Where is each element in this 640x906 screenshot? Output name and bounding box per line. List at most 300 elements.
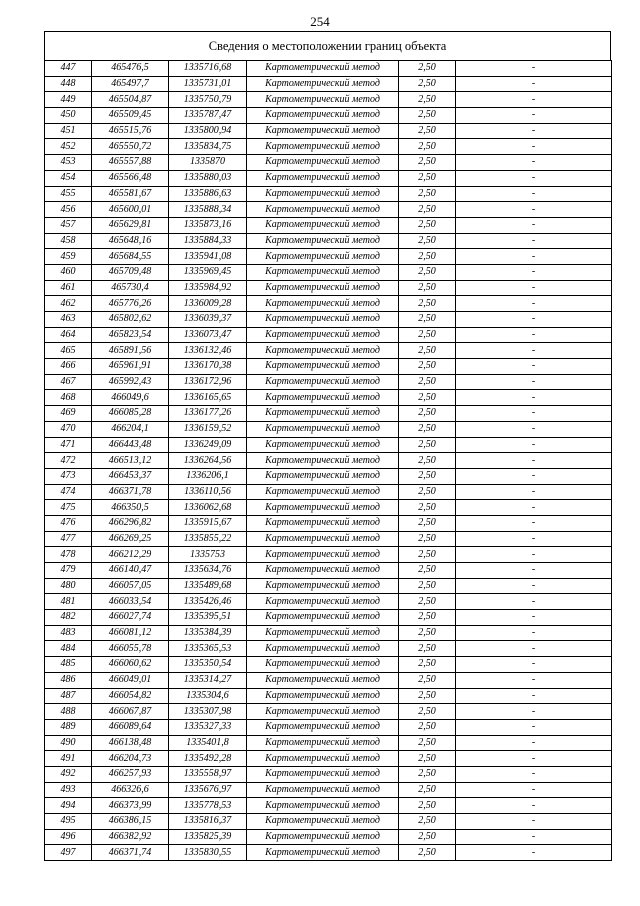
cell-coord-y: 1335489,68 bbox=[169, 578, 247, 594]
table-row bbox=[45, 547, 612, 563]
cell-description: - bbox=[456, 437, 612, 453]
cell-coord-x: 465557,88 bbox=[92, 155, 169, 171]
cell-coord-x: 466269,25 bbox=[92, 531, 169, 547]
cell-description: - bbox=[456, 610, 612, 626]
table-row bbox=[45, 672, 612, 688]
cell-coord-x: 466382,92 bbox=[92, 829, 169, 845]
cell-accuracy: 2,50 bbox=[399, 327, 456, 343]
cell-method: Картометрический метод bbox=[247, 202, 399, 218]
table-row bbox=[45, 500, 612, 516]
cell-accuracy: 2,50 bbox=[399, 594, 456, 610]
cell-coord-y: 1335830,55 bbox=[169, 845, 247, 861]
cell-description: - bbox=[456, 92, 612, 108]
cell-coord-y: 1335778,53 bbox=[169, 798, 247, 814]
cell-description: - bbox=[456, 563, 612, 579]
cell-coord-x: 466140,47 bbox=[92, 563, 169, 579]
cell-point-number: 462 bbox=[45, 296, 92, 312]
table-row bbox=[45, 735, 612, 751]
table-row bbox=[45, 170, 612, 186]
table-row bbox=[45, 312, 612, 328]
cell-coord-x: 466350,5 bbox=[92, 500, 169, 516]
cell-accuracy: 2,50 bbox=[399, 766, 456, 782]
table-row bbox=[45, 594, 612, 610]
table-row bbox=[45, 798, 612, 814]
cell-accuracy: 2,50 bbox=[399, 610, 456, 626]
cell-coord-x: 466081,12 bbox=[92, 625, 169, 641]
cell-accuracy: 2,50 bbox=[399, 437, 456, 453]
cell-accuracy: 2,50 bbox=[399, 249, 456, 265]
cell-accuracy: 2,50 bbox=[399, 406, 456, 422]
cell-point-number: 492 bbox=[45, 766, 92, 782]
cell-point-number: 482 bbox=[45, 610, 92, 626]
cell-point-number: 453 bbox=[45, 155, 92, 171]
cell-method: Картометрический метод bbox=[247, 798, 399, 814]
cell-accuracy: 2,50 bbox=[399, 798, 456, 814]
table-row bbox=[45, 453, 612, 469]
cell-accuracy: 2,50 bbox=[399, 186, 456, 202]
table-row bbox=[45, 437, 612, 453]
cell-method: Картометрический метод bbox=[247, 484, 399, 500]
cell-coord-x: 465581,67 bbox=[92, 186, 169, 202]
cell-method: Картометрический метод bbox=[247, 625, 399, 641]
cell-description: - bbox=[456, 594, 612, 610]
table-row bbox=[45, 108, 612, 124]
cell-accuracy: 2,50 bbox=[399, 688, 456, 704]
cell-accuracy: 2,50 bbox=[399, 108, 456, 124]
cell-coord-x: 466326,6 bbox=[92, 782, 169, 798]
cell-coord-y: 1335787,47 bbox=[169, 108, 247, 124]
cell-method: Картометрический метод bbox=[247, 343, 399, 359]
cell-description: - bbox=[456, 468, 612, 484]
cell-accuracy: 2,50 bbox=[399, 421, 456, 437]
cell-coord-y: 1335676,97 bbox=[169, 782, 247, 798]
cell-accuracy: 2,50 bbox=[399, 625, 456, 641]
cell-coord-y: 1336177,26 bbox=[169, 406, 247, 422]
table-row bbox=[45, 76, 612, 92]
table-row bbox=[45, 233, 612, 249]
cell-description: - bbox=[456, 704, 612, 720]
cell-coord-y: 1335492,28 bbox=[169, 751, 247, 767]
cell-accuracy: 2,50 bbox=[399, 531, 456, 547]
table-row bbox=[45, 61, 612, 77]
cell-point-number: 467 bbox=[45, 374, 92, 390]
cell-method: Картометрический метод bbox=[247, 374, 399, 390]
cell-coord-x: 466089,64 bbox=[92, 719, 169, 735]
cell-point-number: 493 bbox=[45, 782, 92, 798]
cell-coord-x: 466212,29 bbox=[92, 547, 169, 563]
table-row bbox=[45, 625, 612, 641]
cell-coord-x: 465509,45 bbox=[92, 108, 169, 124]
cell-accuracy: 2,50 bbox=[399, 515, 456, 531]
cell-coord-x: 465629,81 bbox=[92, 217, 169, 233]
cell-coord-y: 1335634,76 bbox=[169, 563, 247, 579]
cell-accuracy: 2,50 bbox=[399, 61, 456, 77]
cell-coord-y: 1335855,22 bbox=[169, 531, 247, 547]
cell-coord-x: 465823,54 bbox=[92, 327, 169, 343]
cell-accuracy: 2,50 bbox=[399, 578, 456, 594]
cell-description: - bbox=[456, 406, 612, 422]
cell-accuracy: 2,50 bbox=[399, 76, 456, 92]
table-row bbox=[45, 421, 612, 437]
cell-method: Картометрический метод bbox=[247, 657, 399, 673]
cell-coord-x: 466033,54 bbox=[92, 594, 169, 610]
cell-accuracy: 2,50 bbox=[399, 845, 456, 861]
cell-coord-y: 1336249,09 bbox=[169, 437, 247, 453]
table-row bbox=[45, 704, 612, 720]
cell-coord-x: 465497,7 bbox=[92, 76, 169, 92]
table-row bbox=[45, 563, 612, 579]
cell-coord-y: 1335915,67 bbox=[169, 515, 247, 531]
cell-accuracy: 2,50 bbox=[399, 359, 456, 375]
cell-coord-y: 1335941,08 bbox=[169, 249, 247, 265]
cell-coord-x: 466027,74 bbox=[92, 610, 169, 626]
cell-coord-y: 1336264,56 bbox=[169, 453, 247, 469]
cell-coord-y: 1335884,33 bbox=[169, 233, 247, 249]
cell-coord-y: 1335750,79 bbox=[169, 92, 247, 108]
table-row bbox=[45, 641, 612, 657]
table-row bbox=[45, 217, 612, 233]
cell-coord-x: 466054,82 bbox=[92, 688, 169, 704]
cell-accuracy: 2,50 bbox=[399, 500, 456, 516]
cell-description: - bbox=[456, 123, 612, 139]
cell-accuracy: 2,50 bbox=[399, 374, 456, 390]
cell-coord-y: 1335753 bbox=[169, 547, 247, 563]
cell-coord-x: 466085,28 bbox=[92, 406, 169, 422]
cell-coord-x: 465961,91 bbox=[92, 359, 169, 375]
cell-method: Картометрический метод bbox=[247, 437, 399, 453]
cell-method: Картометрический метод bbox=[247, 453, 399, 469]
cell-coord-y: 1336159,52 bbox=[169, 421, 247, 437]
cell-description: - bbox=[456, 202, 612, 218]
cell-coord-y: 1336110,56 bbox=[169, 484, 247, 500]
cell-method: Картометрический метод bbox=[247, 264, 399, 280]
cell-method: Картометрический метод bbox=[247, 814, 399, 830]
table-row bbox=[45, 343, 612, 359]
cell-accuracy: 2,50 bbox=[399, 814, 456, 830]
table-row bbox=[45, 657, 612, 673]
cell-description: - bbox=[456, 719, 612, 735]
boundary-table-frame bbox=[44, 31, 611, 861]
cell-coord-x: 466296,82 bbox=[92, 515, 169, 531]
cell-coord-x: 465684,55 bbox=[92, 249, 169, 265]
cell-method: Картометрический метод bbox=[247, 217, 399, 233]
table-row bbox=[45, 468, 612, 484]
cell-accuracy: 2,50 bbox=[399, 657, 456, 673]
cell-description: - bbox=[456, 359, 612, 375]
cell-coord-y: 1335870 bbox=[169, 155, 247, 171]
cell-method: Картометрический метод bbox=[247, 735, 399, 751]
cell-coord-y: 1335365,53 bbox=[169, 641, 247, 657]
table-row bbox=[45, 280, 612, 296]
cell-coord-x: 466373,99 bbox=[92, 798, 169, 814]
cell-accuracy: 2,50 bbox=[399, 280, 456, 296]
cell-accuracy: 2,50 bbox=[399, 296, 456, 312]
table-row bbox=[45, 264, 612, 280]
cell-coord-y: 1336165,65 bbox=[169, 390, 247, 406]
cell-coord-y: 1335886,63 bbox=[169, 186, 247, 202]
cell-coord-x: 466513,12 bbox=[92, 453, 169, 469]
table-row bbox=[45, 155, 612, 171]
cell-coord-x: 465566,48 bbox=[92, 170, 169, 186]
cell-method: Картометрический метод bbox=[247, 327, 399, 343]
cell-point-number: 484 bbox=[45, 641, 92, 657]
cell-point-number: 494 bbox=[45, 798, 92, 814]
table-row bbox=[45, 610, 612, 626]
cell-coord-y: 1335888,34 bbox=[169, 202, 247, 218]
table-row bbox=[45, 782, 612, 798]
cell-coord-x: 465802,62 bbox=[92, 312, 169, 328]
cell-method: Картометрический метод bbox=[247, 515, 399, 531]
cell-point-number: 491 bbox=[45, 751, 92, 767]
cell-method: Картометрический метод bbox=[247, 641, 399, 657]
table-row bbox=[45, 296, 612, 312]
table-row bbox=[45, 390, 612, 406]
cell-point-number: 450 bbox=[45, 108, 92, 124]
cell-description: - bbox=[456, 421, 612, 437]
cell-method: Картометрический метод bbox=[247, 155, 399, 171]
cell-coord-y: 1335350,54 bbox=[169, 657, 247, 673]
cell-coord-x: 466067,87 bbox=[92, 704, 169, 720]
cell-coord-y: 1335825,39 bbox=[169, 829, 247, 845]
cell-point-number: 497 bbox=[45, 845, 92, 861]
cell-coord-y: 1335716,68 bbox=[169, 61, 247, 77]
cell-coord-y: 1335816,37 bbox=[169, 814, 247, 830]
cell-coord-y: 1335880,03 bbox=[169, 170, 247, 186]
cell-point-number: 478 bbox=[45, 547, 92, 563]
cell-coord-x: 465730,4 bbox=[92, 280, 169, 296]
table-row bbox=[45, 766, 612, 782]
cell-description: - bbox=[456, 641, 612, 657]
cell-accuracy: 2,50 bbox=[399, 453, 456, 469]
cell-point-number: 447 bbox=[45, 61, 92, 77]
cell-method: Картометрический метод bbox=[247, 845, 399, 861]
cell-coord-y: 1336170,38 bbox=[169, 359, 247, 375]
cell-accuracy: 2,50 bbox=[399, 312, 456, 328]
cell-coord-y: 1335304,6 bbox=[169, 688, 247, 704]
table-row bbox=[45, 688, 612, 704]
cell-coord-x: 466371,74 bbox=[92, 845, 169, 861]
cell-description: - bbox=[456, 735, 612, 751]
table-row bbox=[45, 359, 612, 375]
cell-description: - bbox=[456, 390, 612, 406]
cell-point-number: 490 bbox=[45, 735, 92, 751]
cell-description: - bbox=[456, 264, 612, 280]
table-row bbox=[45, 249, 612, 265]
cell-method: Картометрический метод bbox=[247, 76, 399, 92]
cell-point-number: 480 bbox=[45, 578, 92, 594]
cell-method: Картометрический метод bbox=[247, 186, 399, 202]
cell-method: Картометрический метод bbox=[247, 531, 399, 547]
cell-accuracy: 2,50 bbox=[399, 484, 456, 500]
cell-point-number: 455 bbox=[45, 186, 92, 202]
cell-point-number: 469 bbox=[45, 406, 92, 422]
cell-description: - bbox=[456, 343, 612, 359]
table-row bbox=[45, 374, 612, 390]
cell-coord-x: 465709,48 bbox=[92, 264, 169, 280]
table-row bbox=[45, 515, 612, 531]
cell-method: Картометрический метод bbox=[247, 61, 399, 77]
cell-description: - bbox=[456, 798, 612, 814]
cell-point-number: 448 bbox=[45, 76, 92, 92]
cell-coord-y: 1336073,47 bbox=[169, 327, 247, 343]
cell-method: Картометрический метод bbox=[247, 108, 399, 124]
cell-accuracy: 2,50 bbox=[399, 751, 456, 767]
cell-point-number: 487 bbox=[45, 688, 92, 704]
cell-description: - bbox=[456, 139, 612, 155]
cell-accuracy: 2,50 bbox=[399, 563, 456, 579]
cell-method: Картометрический метод bbox=[247, 610, 399, 626]
cell-description: - bbox=[456, 453, 612, 469]
cell-point-number: 457 bbox=[45, 217, 92, 233]
cell-coord-x: 466049,6 bbox=[92, 390, 169, 406]
table-heading: Сведения о местоположении границ объекта bbox=[44, 31, 611, 61]
cell-method: Картометрический метод bbox=[247, 500, 399, 516]
cell-method: Картометрический метод bbox=[247, 563, 399, 579]
cell-method: Картометрический метод bbox=[247, 421, 399, 437]
cell-accuracy: 2,50 bbox=[399, 202, 456, 218]
cell-point-number: 466 bbox=[45, 359, 92, 375]
cell-point-number: 496 bbox=[45, 829, 92, 845]
cell-coord-y: 1335426,46 bbox=[169, 594, 247, 610]
cell-description: - bbox=[456, 688, 612, 704]
cell-accuracy: 2,50 bbox=[399, 343, 456, 359]
cell-coord-y: 1335401,8 bbox=[169, 735, 247, 751]
cell-coord-x: 465515,76 bbox=[92, 123, 169, 139]
table-row bbox=[45, 531, 612, 547]
cell-point-number: 465 bbox=[45, 343, 92, 359]
cell-description: - bbox=[456, 751, 612, 767]
cell-point-number: 449 bbox=[45, 92, 92, 108]
cell-coord-x: 466443,48 bbox=[92, 437, 169, 453]
cell-coord-x: 466204,73 bbox=[92, 751, 169, 767]
cell-point-number: 454 bbox=[45, 170, 92, 186]
cell-coord-x: 465504,87 bbox=[92, 92, 169, 108]
cell-point-number: 488 bbox=[45, 704, 92, 720]
cell-point-number: 473 bbox=[45, 468, 92, 484]
cell-accuracy: 2,50 bbox=[399, 782, 456, 798]
cell-coord-y: 1336039,37 bbox=[169, 312, 247, 328]
cell-accuracy: 2,50 bbox=[399, 672, 456, 688]
cell-accuracy: 2,50 bbox=[399, 547, 456, 563]
cell-method: Картометрический метод bbox=[247, 766, 399, 782]
cell-accuracy: 2,50 bbox=[399, 217, 456, 233]
cell-description: - bbox=[456, 766, 612, 782]
cell-point-number: 468 bbox=[45, 390, 92, 406]
cell-method: Картометрический метод bbox=[247, 92, 399, 108]
cell-coord-y: 1335731,01 bbox=[169, 76, 247, 92]
cell-accuracy: 2,50 bbox=[399, 704, 456, 720]
table-row bbox=[45, 123, 612, 139]
cell-description: - bbox=[456, 672, 612, 688]
cell-description: - bbox=[456, 76, 612, 92]
cell-point-number: 477 bbox=[45, 531, 92, 547]
cell-coord-y: 1336206,1 bbox=[169, 468, 247, 484]
cell-accuracy: 2,50 bbox=[399, 829, 456, 845]
cell-point-number: 452 bbox=[45, 139, 92, 155]
cell-accuracy: 2,50 bbox=[399, 468, 456, 484]
cell-description: - bbox=[456, 170, 612, 186]
cell-method: Картометрический метод bbox=[247, 249, 399, 265]
cell-point-number: 495 bbox=[45, 814, 92, 830]
cell-description: - bbox=[456, 814, 612, 830]
table-row bbox=[45, 327, 612, 343]
cell-method: Картометрический метод bbox=[247, 123, 399, 139]
cell-point-number: 479 bbox=[45, 563, 92, 579]
cell-method: Картометрический метод bbox=[247, 688, 399, 704]
cell-method: Картометрический метод bbox=[247, 719, 399, 735]
cell-coord-x: 466060,62 bbox=[92, 657, 169, 673]
cell-description: - bbox=[456, 296, 612, 312]
cell-coord-y: 1335873,16 bbox=[169, 217, 247, 233]
cell-point-number: 476 bbox=[45, 515, 92, 531]
table-row bbox=[45, 406, 612, 422]
cell-method: Картометрический метод bbox=[247, 594, 399, 610]
cell-coord-x: 466049,01 bbox=[92, 672, 169, 688]
cell-point-number: 486 bbox=[45, 672, 92, 688]
cell-coord-y: 1335984,92 bbox=[169, 280, 247, 296]
cell-description: - bbox=[456, 578, 612, 594]
cell-method: Картометрический метод bbox=[247, 547, 399, 563]
cell-coord-y: 1335307,98 bbox=[169, 704, 247, 720]
cell-description: - bbox=[456, 657, 612, 673]
cell-coord-x: 465648,16 bbox=[92, 233, 169, 249]
cell-coord-y: 1335327,33 bbox=[169, 719, 247, 735]
cell-point-number: 474 bbox=[45, 484, 92, 500]
cell-coord-x: 466204,1 bbox=[92, 421, 169, 437]
cell-description: - bbox=[456, 829, 612, 845]
cell-point-number: 489 bbox=[45, 719, 92, 735]
cell-point-number: 470 bbox=[45, 421, 92, 437]
table-row bbox=[45, 829, 612, 845]
cell-accuracy: 2,50 bbox=[399, 719, 456, 735]
cell-point-number: 458 bbox=[45, 233, 92, 249]
cell-accuracy: 2,50 bbox=[399, 735, 456, 751]
cell-method: Картометрический метод bbox=[247, 359, 399, 375]
cell-description: - bbox=[456, 625, 612, 641]
cell-method: Картометрический метод bbox=[247, 704, 399, 720]
cell-coord-y: 1336132,46 bbox=[169, 343, 247, 359]
page-number: 254 bbox=[310, 14, 330, 29]
cell-coord-x: 465476,5 bbox=[92, 61, 169, 77]
cell-description: - bbox=[456, 531, 612, 547]
cell-coord-x: 466057,05 bbox=[92, 578, 169, 594]
table-row bbox=[45, 751, 612, 767]
cell-description: - bbox=[456, 280, 612, 296]
cell-description: - bbox=[456, 217, 612, 233]
cell-accuracy: 2,50 bbox=[399, 390, 456, 406]
cell-description: - bbox=[456, 155, 612, 171]
table-row bbox=[45, 139, 612, 155]
table-row bbox=[45, 814, 612, 830]
cell-coord-x: 465992,43 bbox=[92, 374, 169, 390]
cell-description: - bbox=[456, 374, 612, 390]
cell-accuracy: 2,50 bbox=[399, 641, 456, 657]
cell-point-number: 483 bbox=[45, 625, 92, 641]
cell-method: Картометрический метод bbox=[247, 751, 399, 767]
cell-coord-y: 1335395,51 bbox=[169, 610, 247, 626]
cell-method: Картометрический метод bbox=[247, 233, 399, 249]
cell-coord-y: 1335558,97 bbox=[169, 766, 247, 782]
cell-coord-x: 466055,78 bbox=[92, 641, 169, 657]
cell-coord-y: 1335314,27 bbox=[169, 672, 247, 688]
cell-method: Картометрический метод bbox=[247, 468, 399, 484]
table-row bbox=[45, 92, 612, 108]
cell-method: Картометрический метод bbox=[247, 296, 399, 312]
cell-accuracy: 2,50 bbox=[399, 155, 456, 171]
table-row bbox=[45, 578, 612, 594]
cell-point-number: 459 bbox=[45, 249, 92, 265]
cell-coord-x: 465550,72 bbox=[92, 139, 169, 155]
